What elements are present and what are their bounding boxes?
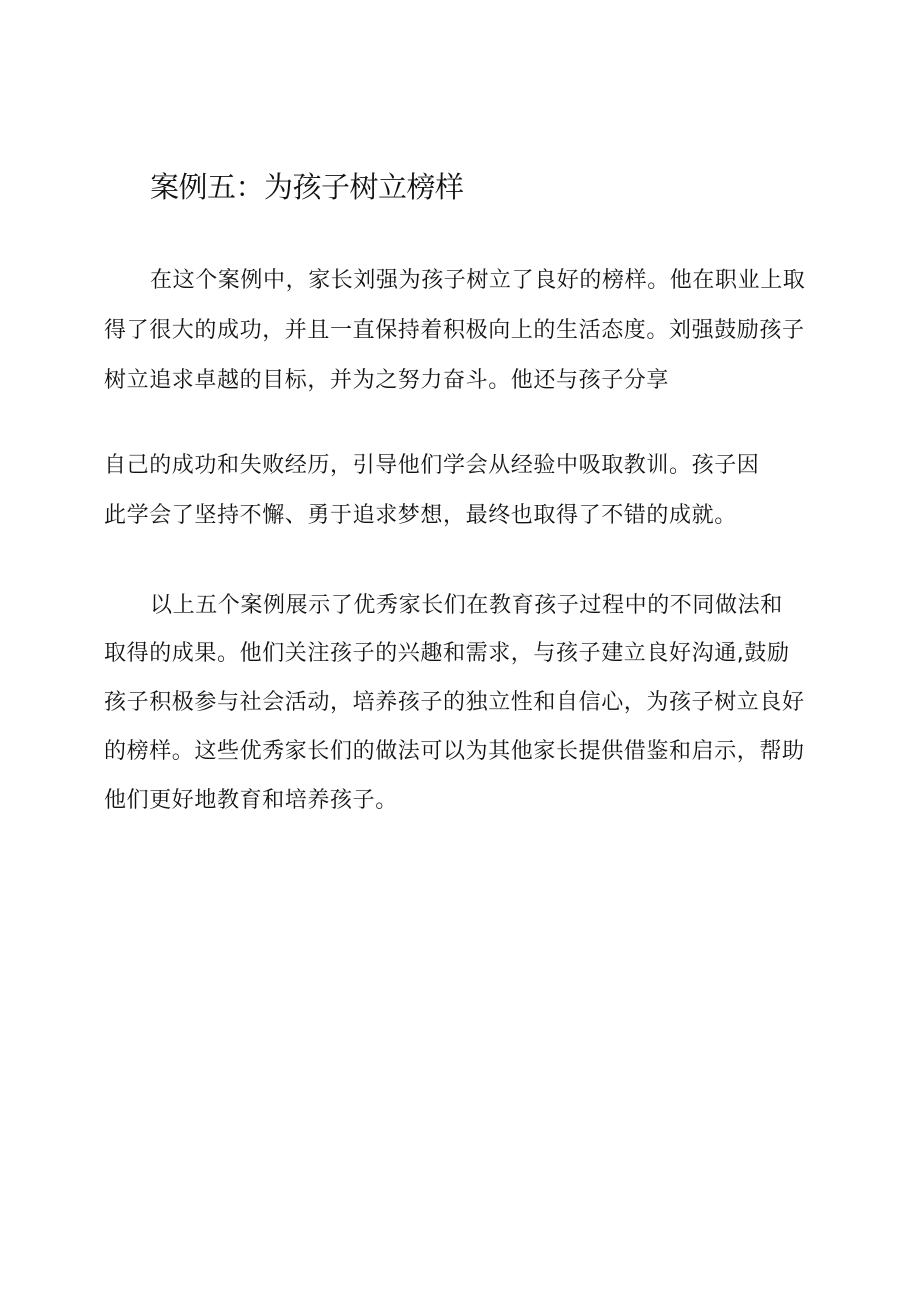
paragraph-line: 树立追求卓越的目标，并为之努力奋斗。他还与孩子分享 <box>104 368 670 393</box>
paragraph-line: 得了很大的成功，并且一直保持着积极向上的生活态度。刘强鼓励孩子 <box>104 318 805 343</box>
paragraph-line: 取得的成果。他们关注孩子的兴趣和需求，与孩子建立良好沟通,鼓励 <box>104 641 790 666</box>
paragraph-line: 以上五个案例展示了优秀家长们在教育孩子过程中的不同做法和 <box>150 593 783 618</box>
paragraph-line: 自己的成功和失败经历，引导他们学会从经验中吸取教训。孩子因 <box>104 453 760 478</box>
paragraph-line: 他们更好地教育和培养孩子。 <box>104 788 398 813</box>
paragraph-line: 此学会了坚持不懈、勇于追求梦想，最终也取得了不错的成就。 <box>104 503 737 528</box>
paragraph-line: 的榜样。这些优秀家长们的做法可以为其他家长提供借鉴和启示，帮助 <box>104 739 805 764</box>
paragraph-line: 在这个案例中，家长刘强为孩子树立了良好的榜样。他在职业上取 <box>150 268 806 293</box>
section-heading: 案例五：为孩子树立榜样 <box>150 170 464 204</box>
paragraph-line: 孩子积极参与社会活动，培养孩子的独立性和自信心，为孩子树立良好 <box>104 690 805 715</box>
